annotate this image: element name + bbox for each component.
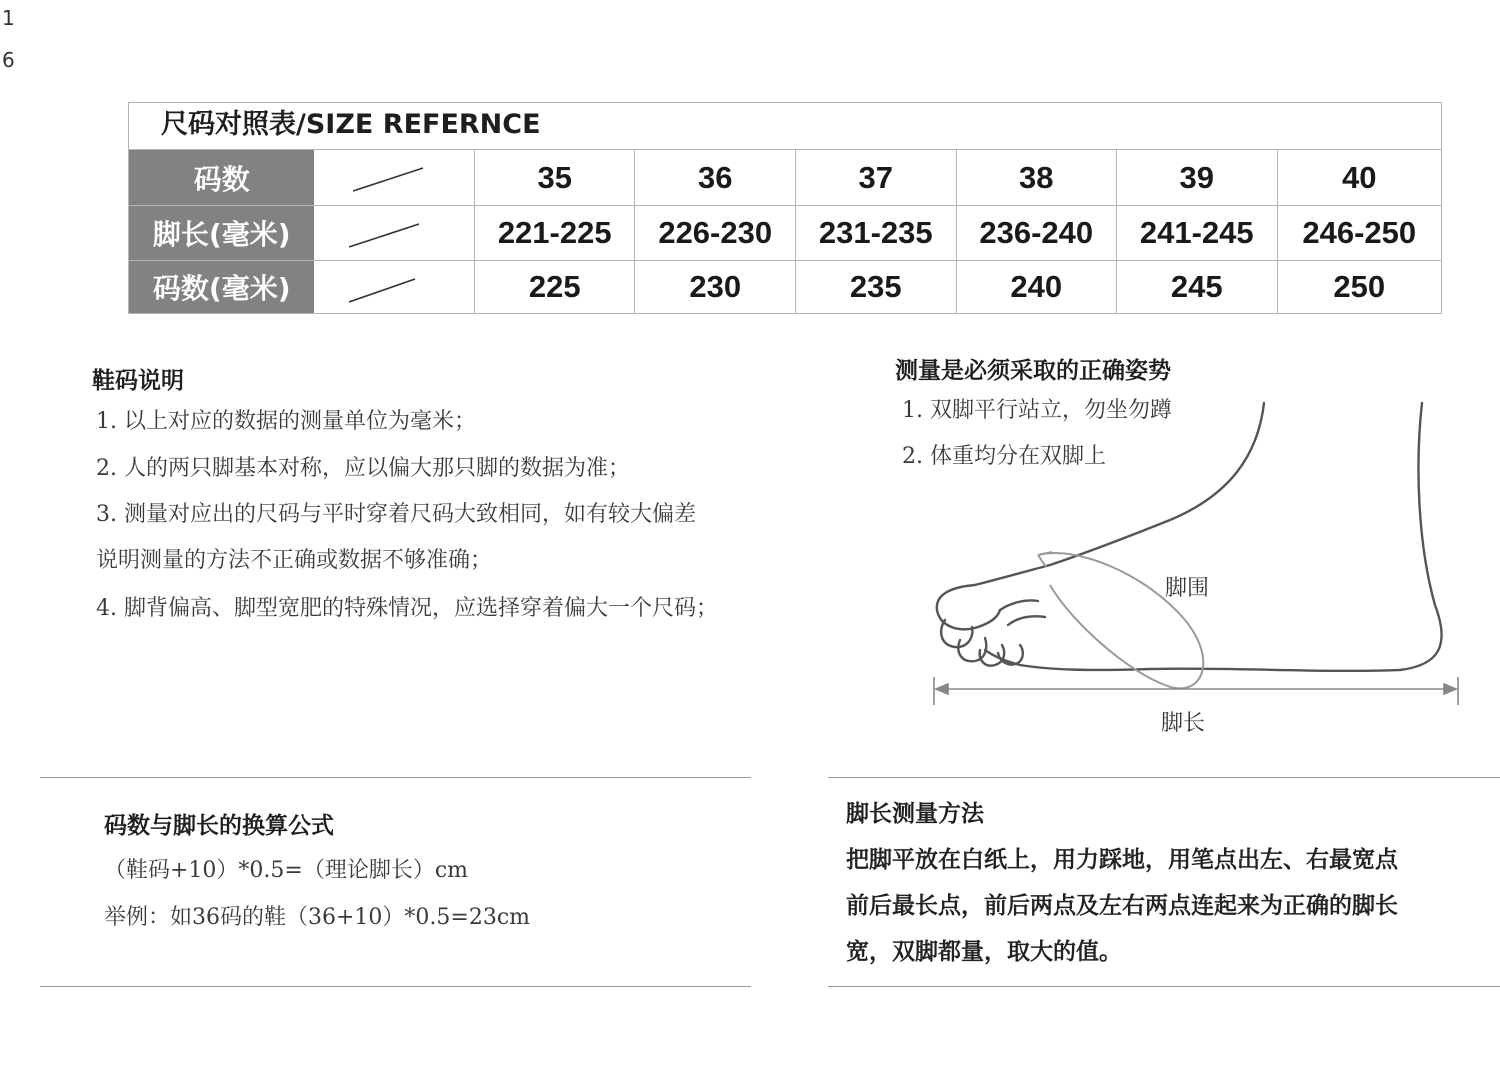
table-cell: 235	[796, 261, 957, 313]
slash-cell	[314, 150, 475, 205]
arrow-left-icon	[936, 684, 948, 694]
method-line: 宽，双脚都量，取大的值。	[846, 939, 1122, 965]
size-table-title: 尺码对照表/SIZE REFERNCE	[129, 103, 1441, 150]
corner-number-1: 1	[2, 6, 15, 30]
table-cell: 241-245	[1117, 206, 1278, 260]
toe-detail	[1008, 616, 1045, 625]
table-cell: 221-225	[475, 206, 636, 260]
formula-line: （鞋码+10）*0.5=（理论脚长）cm	[104, 858, 469, 883]
divider	[828, 777, 1500, 778]
length-label: 脚长	[1161, 711, 1206, 736]
table-cell: 226-230	[635, 206, 796, 260]
slash-icon	[349, 164, 429, 194]
table-cell: 35	[475, 150, 636, 205]
foot-outline-heel	[985, 403, 1442, 671]
corner-number-2: 6	[2, 48, 15, 72]
table-cell: 230	[635, 261, 796, 313]
table-cell: 250	[1333, 269, 1386, 304]
table-cell: 236-240	[957, 206, 1118, 260]
shoe-note-line: 3. 测量对应出的尺码与平时穿着尺码大致相同，如有较大偏差	[96, 502, 696, 527]
table-cell: 36	[635, 150, 796, 205]
divider	[40, 777, 751, 778]
method-line: 前后最长点，前后两点及左右两点连起来为正确的脚长	[846, 893, 1398, 919]
table-cell: 231-235	[796, 206, 957, 260]
formula-example: 举例：如36码的鞋（36+10）*0.5=23cm	[104, 905, 531, 930]
slash-icon	[349, 275, 429, 305]
method-title: 脚长测量方法	[846, 801, 984, 827]
posture-line: 1. 双脚平行站立，勿坐勿蹲	[902, 398, 1172, 423]
table-cell: 38	[957, 150, 1118, 205]
table-cell: 39	[1117, 150, 1278, 205]
table-cell: 40	[1342, 159, 1377, 195]
toe-detail	[1000, 600, 1038, 610]
table-cell: 245	[1117, 261, 1278, 313]
shoe-notes-title: 鞋码说明	[92, 368, 184, 394]
row-header: 码数(毫米)	[129, 261, 314, 313]
posture-line: 2. 体重均分在双脚上	[902, 444, 1106, 469]
slash-cell	[314, 206, 475, 260]
table-row-size-mm	[129, 261, 1441, 313]
table-cell: 37	[796, 150, 957, 205]
shoe-note-line: 2. 人的两只脚基本对称，应以偏大那只脚的数据为准；	[96, 456, 630, 481]
formula-title: 码数与脚长的换算公式	[104, 813, 334, 839]
table-cell: 246-250	[1302, 215, 1417, 250]
divider	[828, 986, 1500, 987]
girth-label: 脚围	[1165, 576, 1210, 601]
arrow-right-icon	[1444, 684, 1456, 694]
table-row-size	[129, 150, 1441, 206]
table-cell: 225	[475, 261, 636, 313]
shoe-note-line: 说明测量的方法不正确或数据不够准确；	[96, 548, 493, 573]
toe-outline	[958, 638, 986, 661]
foot-illustration	[900, 395, 1480, 725]
foot-outline-top	[975, 403, 1264, 585]
row-header: 脚长(毫米)	[129, 206, 314, 260]
table-cell: 240	[957, 261, 1118, 313]
shoe-note-line: 1. 以上对应的数据的测量单位为毫米；	[96, 409, 476, 434]
shoe-note-line: 4. 脚背偏高、脚型宽肥的特殊情况，应选择穿着偏大一个尺码；	[96, 596, 718, 621]
size-reference-table	[128, 102, 1442, 314]
table-row-foot-length	[129, 206, 1441, 261]
method-line: 把脚平放在白纸上，用力踩地，用笔点出左、右最宽点	[846, 847, 1398, 873]
posture-title: 测量是必须采取的正确姿势	[895, 358, 1171, 384]
slash-icon	[349, 220, 429, 250]
slash-cell	[314, 261, 475, 313]
big-toe-outline	[937, 585, 1000, 629]
row-header: 码数	[129, 150, 314, 205]
divider	[40, 986, 751, 987]
